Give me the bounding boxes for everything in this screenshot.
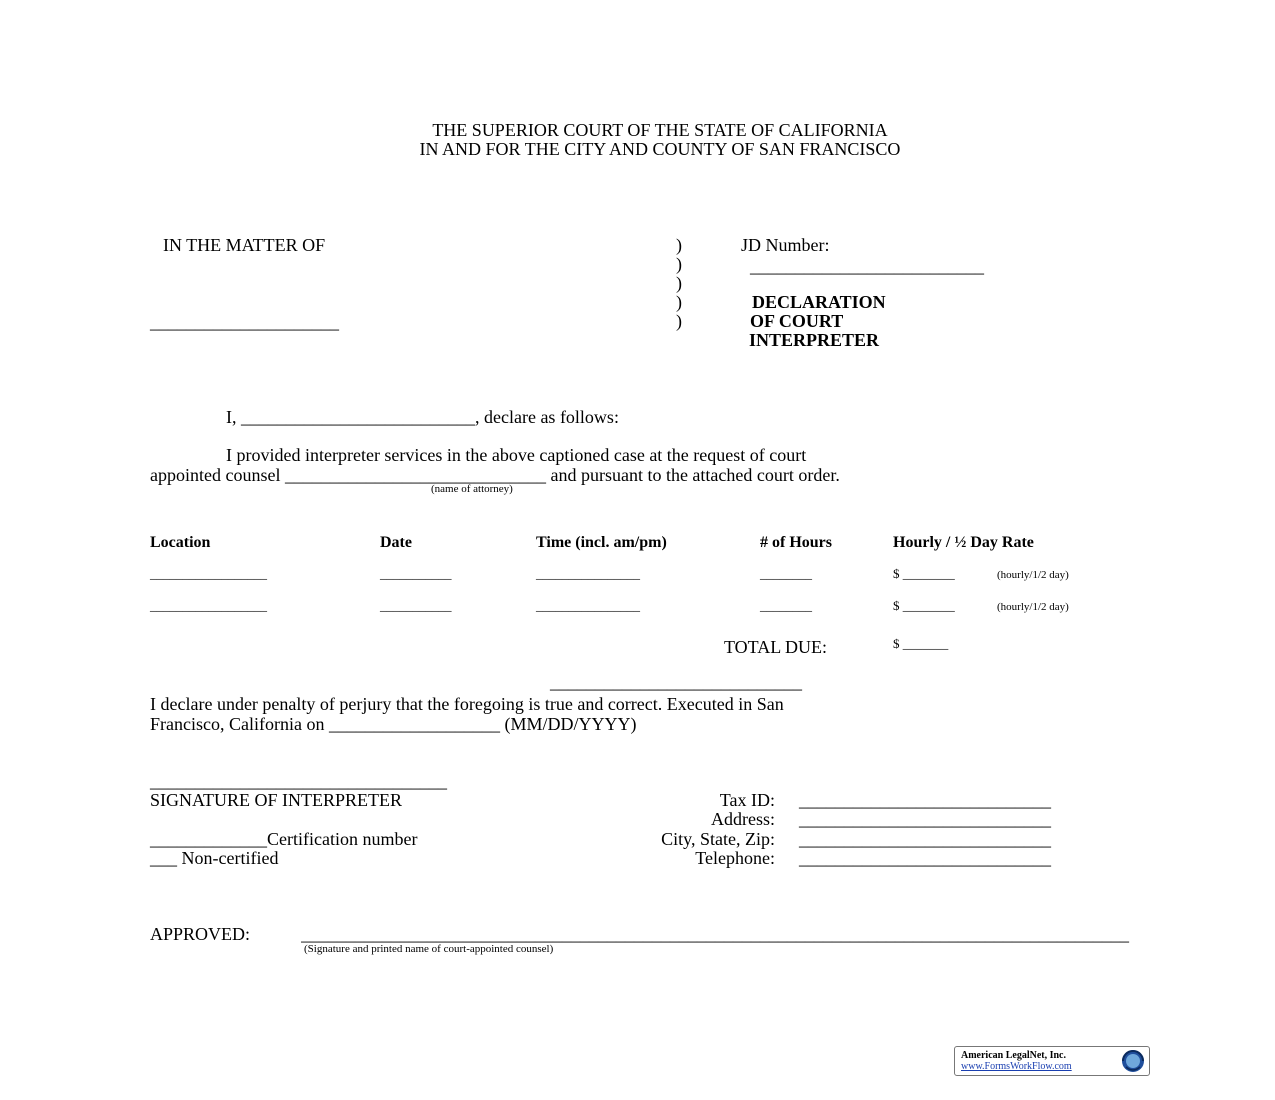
rate-unit: (hourly/1/2 day) — [997, 569, 1069, 581]
col-header-hours: # of Hours — [760, 534, 832, 551]
approved-caption: (Signature and printed name of court-appointed counsel) — [304, 943, 554, 955]
rate-blank[interactable]: $ ________ — [893, 566, 955, 581]
signature-blank[interactable]: _________________________________ — [150, 771, 447, 791]
telephone-label: Telephone: — [695, 848, 775, 868]
caption-paren: ) — [676, 273, 682, 293]
col-header-time: Time (incl. am/pm) — [536, 534, 667, 551]
date-blank[interactable]: ___________ — [380, 566, 452, 581]
publisher-name: American LegalNet, Inc. — [961, 1050, 1066, 1061]
caption-paren: ) — [676, 311, 682, 331]
hours-blank[interactable]: ________ — [760, 566, 812, 581]
form-title-line2: OF COURT — [750, 311, 844, 331]
time-blank[interactable]: ________________ — [536, 566, 640, 581]
rate-blank[interactable]: $ ________ — [893, 598, 955, 613]
city-state-zip-label: City, State, Zip: — [661, 829, 775, 849]
date-blank[interactable]: ___________ — [380, 598, 452, 613]
court-name-line1: THE SUPERIOR COURT OF THE STATE OF CALIFORNIA — [432, 120, 888, 140]
services-line2[interactable]: appointed counsel _____________________________ and pursuant to the attached court order. — [150, 465, 840, 485]
address-label: Address: — [711, 809, 775, 829]
signature-label: SIGNATURE OF INTERPRETER — [150, 790, 403, 810]
perjury-line1: I declare under penalty of perjury that the foregoing is true and correct. Executed in San — [150, 694, 784, 714]
matter-label: IN THE MATTER OF — [163, 235, 326, 255]
caption-paren: ) — [676, 235, 682, 255]
non-certified-line[interactable]: ___ Non-certified — [150, 848, 279, 868]
form-title-line3: INTERPRETER — [749, 330, 880, 350]
time-blank[interactable]: ________________ — [536, 598, 640, 613]
address-blank[interactable]: ____________________________ — [799, 809, 1051, 829]
approved-signature-blank[interactable]: ____________________________________________________________________________________________ — [301, 924, 1129, 944]
perjury-line2[interactable]: Francisco, California on ___________________ (MM/DD/YYYY) — [150, 714, 637, 734]
tax-id-blank[interactable]: ____________________________ — [799, 790, 1051, 810]
jd-number-blank[interactable]: __________________________ — [750, 256, 984, 276]
col-header-date: Date — [380, 534, 412, 551]
separator-line: ____________________________ — [550, 672, 802, 692]
location-blank[interactable]: __________________ — [150, 566, 267, 581]
caption-paren: ) — [676, 254, 682, 274]
publisher-url[interactable]: www.FormsWorkFlow.com — [961, 1061, 1072, 1072]
form-title-line1: DECLARATION — [752, 292, 886, 312]
total-due-blank[interactable]: $ _______ — [893, 636, 949, 651]
col-header-location: Location — [150, 534, 211, 551]
jd-number-label: JD Number: — [741, 235, 830, 255]
hours-blank[interactable]: ________ — [760, 598, 812, 613]
rate-unit: (hourly/1/2 day) — [997, 601, 1069, 613]
tax-id-label: Tax ID: — [719, 790, 775, 810]
matter-name-blank[interactable]: _____________________ — [150, 312, 339, 332]
city-state-zip-blank[interactable]: ____________________________ — [799, 829, 1051, 849]
certification-number-line[interactable]: _____________Certification number — [150, 829, 418, 849]
total-due-label: TOTAL DUE: — [724, 637, 828, 657]
globe-icon — [1111, 1048, 1147, 1074]
declarant-line[interactable]: I, __________________________, declare as follows: — [226, 407, 619, 427]
court-name-line2: IN AND FOR THE CITY AND COUNTY OF SAN FRANCISCO — [419, 139, 901, 159]
telephone-blank[interactable]: ____________________________ — [799, 848, 1051, 868]
publisher-logo — [954, 1046, 1150, 1076]
col-header-rate: Hourly / ½ Day Rate — [893, 534, 1034, 551]
caption-paren: ) — [676, 292, 682, 312]
location-blank[interactable]: __________________ — [150, 598, 267, 613]
services-line1: I provided interpreter services in the above captioned case at the request of court — [226, 445, 807, 465]
attorney-caption: (name of attorney) — [431, 483, 513, 495]
approved-label: APPROVED: — [150, 924, 251, 944]
